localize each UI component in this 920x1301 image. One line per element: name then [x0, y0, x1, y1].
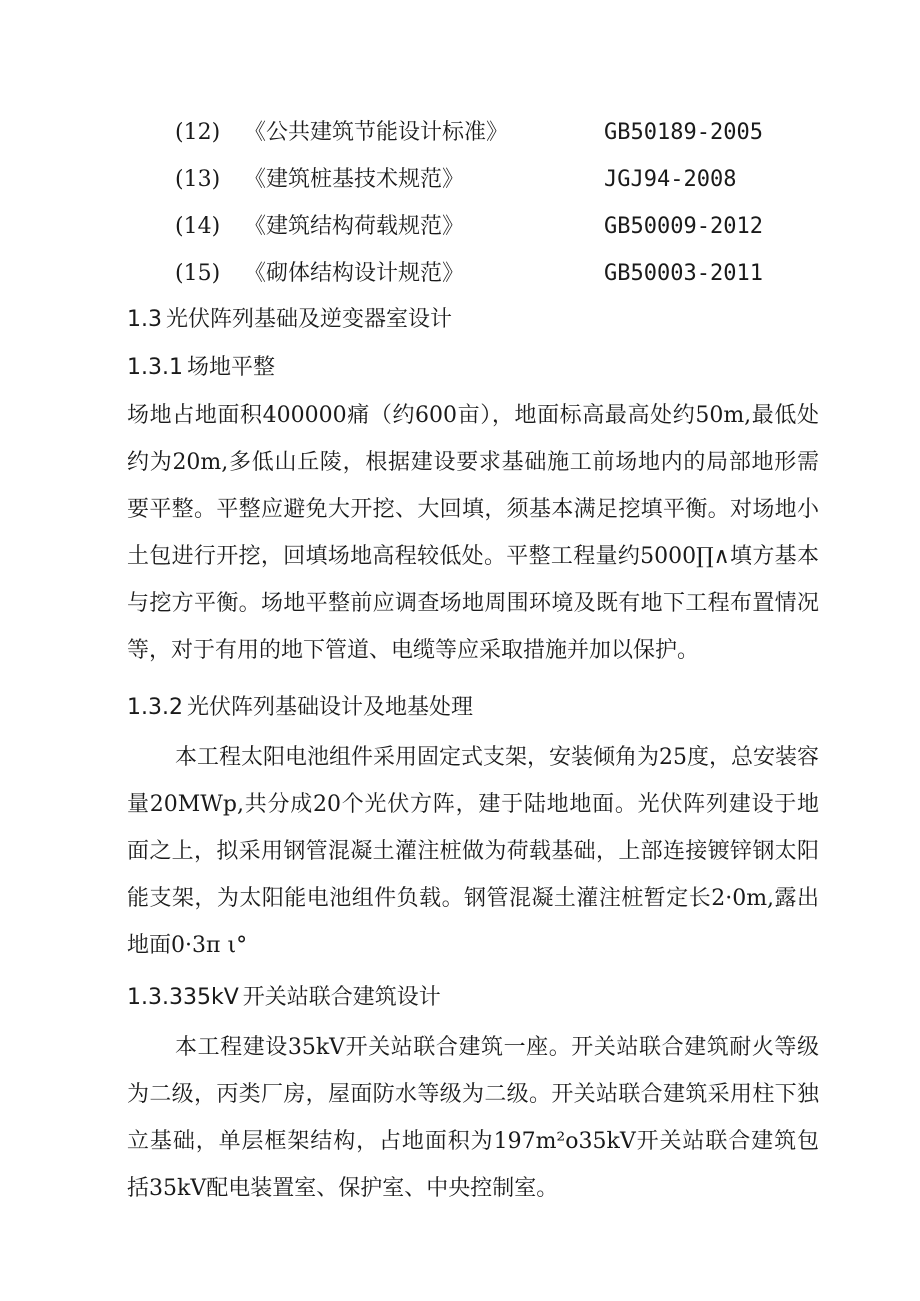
paragraph-switch-station: 本工程建设35kV开关站联合建筑一座。开关站联合建筑耐火等级为二级，丙类厂房，屋面防水等级为二级。开关站联合建筑采用柱下独立基础，单层框架结构，占地面积为197m²o35kV开关站联合建筑包括35kV配电装置室、保护室、中央控制室。 [127, 1035, 819, 1201]
reference-code: GB50009-2012 [604, 214, 763, 239]
section-heading-1-3-2 [127, 688, 473, 728]
reference-row-13 [0, 160, 920, 200]
reference-title: 《公共建筑节能设计标准》 [244, 120, 509, 145]
section-title: 光伏阵列基础及逆变器室设计 [166, 307, 453, 332]
reference-title: 《砌体结构设计规范》 [244, 261, 465, 286]
section-heading-1-3 [127, 300, 452, 340]
reference-row-12 [0, 113, 920, 153]
reference-title: 《建筑结构荷载规范》 [244, 214, 465, 239]
reference-row-15 [0, 254, 920, 294]
section-title: 场地平整 [186, 355, 275, 380]
section-number: 1.3.335kV [127, 985, 239, 1010]
section-number: 1.3.1 [127, 355, 183, 380]
reference-code: JGJ94-2008 [604, 167, 737, 192]
section-number: 1.3 [127, 307, 162, 332]
section-heading-1-3-1 [127, 348, 275, 388]
reference-title: 《建筑桩基技术规范》 [244, 167, 465, 192]
reference-row-14 [0, 207, 920, 247]
section-number: 1.3.2 [127, 695, 183, 720]
paragraph-array-foundation: 本工程太阳电池组件采用固定式支架，安装倾角为25度，总安装容量20MWp,共分成20个光伏方阵，建于陆地地面。光伏阵列建设于地面之上，拟采用钢管混凝土灌注桩做为荷载基础，上部连接镀锌钢太阳能支架，为太阳能电池组件负载。钢管混凝土灌注桩暂定长2·0m,露出地面0·3π ι° [127, 745, 819, 958]
reference-number: (13) [175, 167, 221, 192]
section-heading-1-3-3 [127, 978, 441, 1018]
reference-number: (12) [175, 120, 221, 145]
section-title: 光伏阵列基础设计及地基处理 [186, 695, 473, 720]
reference-code: GB50189-2005 [604, 120, 763, 145]
reference-number: (15) [175, 261, 221, 286]
reference-code: GB50003-2011 [604, 261, 763, 286]
reference-number: (14) [175, 214, 221, 239]
paragraph-site-leveling: 场地占地面积400000痛（约600亩），地面标高最高处约50m,最低处约为20m,多低山丘陵，根据建设要求基础施工前场地内的局部地形需要平整。平整应避免大开挖、大回填，须基本满足挖填平衡。对场地小土包进行开挖，回填场地高程较低处。平整工程量约5000∏∧填方基本与挖方平衡。场地平整前应调查场地周围环境及既有地下工程布置情况等，对于有用的地下管道、电缆等应采取措施并加以保护。 [127, 403, 819, 663]
section-title: 开关站联合建筑设计 [242, 985, 441, 1010]
